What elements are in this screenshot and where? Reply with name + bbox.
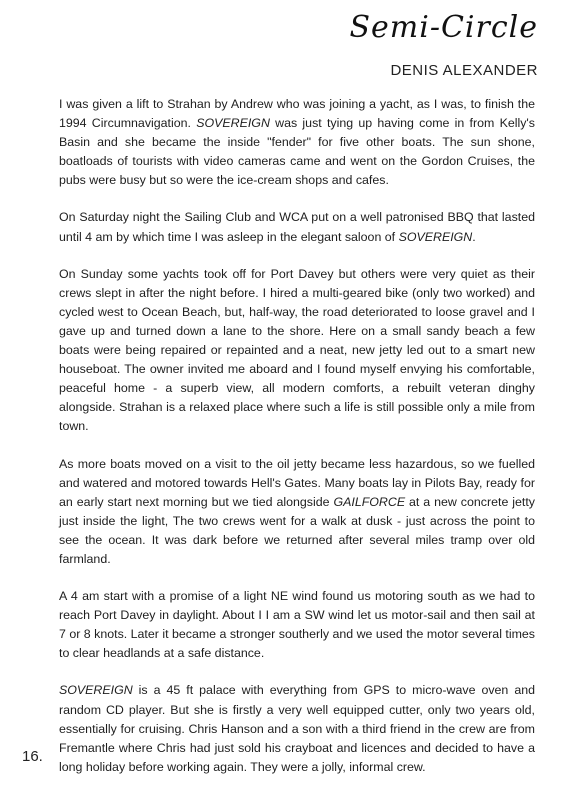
article-body <box>59 95 535 795</box>
text-run: at a new concrete jetty just inside the light, The two crews went for a walk at dusk - just across the point to see the ocean. It was dark before we returned after several miles tramp over old farmland. <box>59 494 535 566</box>
body-paragraph <box>59 587 535 663</box>
body-paragraph <box>59 681 535 776</box>
author-name: DENIS ALEXANDER <box>390 62 538 79</box>
text-run: A 4 am start with a promise of a light NE wind found us motoring south as we had to reach Port Davey in daylight. About I I am a SW wind let us motor-sail and then sail at 7 or 8 knots. Later it became a stronger southerly and we used the motor several times to clear headlands at a safe distance. <box>59 589 535 661</box>
vessel-name: GAILFORCE <box>333 494 406 509</box>
vessel-name: SOVEREIGN <box>59 683 133 698</box>
vessel-name: SOVEREIGN <box>196 116 270 131</box>
text-run: is a 45 ft palace with everything from GPS to micro-wave oven and random CD player. But she is firstly a very well equipped cutter, only two years old, essentially for cruising. Chris Hanson and a son with a third friend in the crew are from Fremantle where Chris had just sold his crayboat and licences and decided to have a long holiday before working again. They were a jolly, informal crew. <box>59 683 535 774</box>
text-run: On Saturday night the Sailing Club and WCA put on a well patronised BBQ that lasted until 4 am by which time I was asleep in the elegant saloon of <box>59 210 535 244</box>
body-paragraph <box>59 95 535 190</box>
text-run: was just tying up having come in from Kelly's Basin and she became the inside "fender" for five other boats. The sun shone, boatloads of tourists with video cameras came and went on the Gordon Cruises, the pubs were busy but so were the ice-cream shops and cafes. <box>59 116 535 188</box>
vessel-name: SOVEREIGN <box>398 229 473 244</box>
text-run: . <box>472 229 476 244</box>
text-run: As more boats moved on a visit to the oil jetty became less hazardous, so we fuelled and watered and motored towards Hell's Gates. Many boats lay in Pilots Bay, ready for an early start next morning but we tied alongside <box>59 456 535 509</box>
body-paragraph <box>59 455 535 570</box>
text-run: On Sunday some yachts took off for Port Davey but others were very quiet as their crews slept in after the night before. I hired a multi-geared bike (only two worked) and cycled west to Ocean Beach, but, half-way, the road deteriorated to loose gravel and I gave up and turned down a lane to the shore. Here on a small sandy beach a few boats were being repaired or repainted and a neat, new jetty led out to a smart new houseboat. The owner invited me aboard and I found myself envying his comfortable, peaceful home - a superb view, all modern comforts, a rebuilt veteran dinghy alongside. Strahan is a relaxed place where such a life is still possible only a mile from town. <box>59 266 535 434</box>
body-paragraph <box>59 208 535 246</box>
text-run: I was given a lift to Strahan by Andrew who was joining a yacht, as I was, to finish the 1994 Circumnavigation. <box>59 97 535 131</box>
article-title: Semi-Circle <box>349 10 538 45</box>
body-paragraph <box>59 265 535 437</box>
page-number: 16. <box>22 748 43 765</box>
